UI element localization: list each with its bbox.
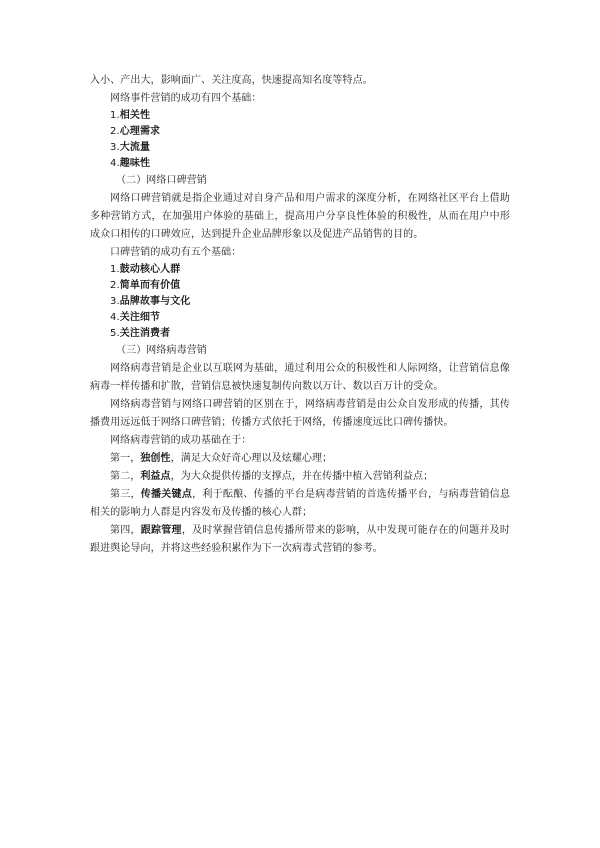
viral-heading: （三）网络病毒营销 xyxy=(116,345,207,356)
item-number: 4. xyxy=(110,312,120,323)
viral-paragraph-2: 网络病毒营销与网络口碑营销的区别在于，网络病毒营销是由公众自发形成的传播，其传播费用远远低于网络口碑营销；传播方式依托于网络，传播速度远比口碑传播快。 xyxy=(90,399,510,428)
item-label: 简单而有价值 xyxy=(119,280,181,291)
point-key: 利益点 xyxy=(140,471,171,482)
wom-heading: （二）网络口碑营销 xyxy=(116,175,207,186)
item-number: 2. xyxy=(110,280,120,291)
point-key: 跟踪管理 xyxy=(140,525,182,536)
item-label: 关注消费者 xyxy=(119,328,171,339)
viral-point-1 xyxy=(90,450,510,468)
list-item xyxy=(90,140,510,156)
list-item xyxy=(90,108,510,124)
point-rest: ，利于酝酿、传播的平台是病毒营销的首选传播平台，与病毒营销信息相关的影响力人群是内容发布及传播的核心人群； xyxy=(90,489,510,518)
wom-lead-text: 口碑营销的成功有五个基础： xyxy=(110,247,242,258)
item-label: 大流量 xyxy=(119,142,151,153)
item-label: 鼓动核心人群 xyxy=(119,264,181,275)
viral-point-4 xyxy=(90,522,510,558)
point-rest: ，及时掌握营销信息传播所带来的影响，从中发现可能存在的问题并及时跟进舆论导向，并将这些经验积累作为下一次病毒式营销的参考。 xyxy=(90,525,510,554)
list-item xyxy=(90,278,510,294)
point-key: 独创性 xyxy=(140,453,171,464)
viral-lead-text: 网络病毒营销的成功基础在于： xyxy=(110,435,252,446)
wom-list xyxy=(90,262,510,342)
list-item xyxy=(90,310,510,326)
list-item xyxy=(90,124,510,140)
item-label: 趣味性 xyxy=(119,158,151,169)
item-label: 品牌故事与文化 xyxy=(119,296,191,307)
list-item xyxy=(90,262,510,278)
point-prefix: 第二， xyxy=(110,471,141,482)
wom-paragraph: 网络口碑营销就是指企业通过对自身产品和用户需求的深度分析，在网络社区平台上借助多种营销方式，在加强用户体验的基础上，提高用户分享良性体验的积极性，从而在用户中形成众口相传的口碑效应，达到提升企业品牌形象以及促进产品销售的目的。 xyxy=(90,193,510,240)
event-lead-text: 网络事件营销的成功有四个基础： xyxy=(110,93,262,104)
item-number: 1. xyxy=(110,264,120,275)
list-item xyxy=(90,294,510,310)
item-number: 4. xyxy=(110,158,120,169)
point-prefix: 第三， xyxy=(110,489,141,500)
event-list xyxy=(90,108,510,172)
viral-point-3 xyxy=(90,486,510,522)
list-item xyxy=(90,156,510,172)
point-prefix: 第四， xyxy=(110,525,141,536)
item-number: 3. xyxy=(110,296,120,307)
viral-paragraph-1: 网络病毒营销是企业以互联网为基础，通过利用公众的积极性和人际网络，让营销信息像病毒一样传播和扩散，营销信息被快速复制传向数以万计、数以百万计的受众。 xyxy=(90,363,510,392)
intro-tail-text: 入小、产出大，影响面广、关注度高，快速提高知名度等特点。 xyxy=(90,75,373,86)
point-key: 传播关键点 xyxy=(140,489,193,500)
point-rest: ，满足大众好奇心理以及炫耀心理； xyxy=(170,453,333,464)
item-label: 相关性 xyxy=(119,110,151,121)
point-rest: ，为大众提供传播的支撑点，并在传播中植入营销利益点； xyxy=(170,471,434,482)
list-item xyxy=(90,326,510,342)
point-prefix: 第一， xyxy=(110,453,141,464)
item-label: 心理需求 xyxy=(119,126,161,137)
item-number: 3. xyxy=(110,142,120,153)
item-number: 2. xyxy=(110,126,120,137)
document-page xyxy=(90,72,510,558)
item-label: 关注细节 xyxy=(119,312,161,323)
item-number: 1. xyxy=(110,110,120,121)
item-number: 5. xyxy=(110,328,120,339)
viral-point-2 xyxy=(90,468,510,486)
